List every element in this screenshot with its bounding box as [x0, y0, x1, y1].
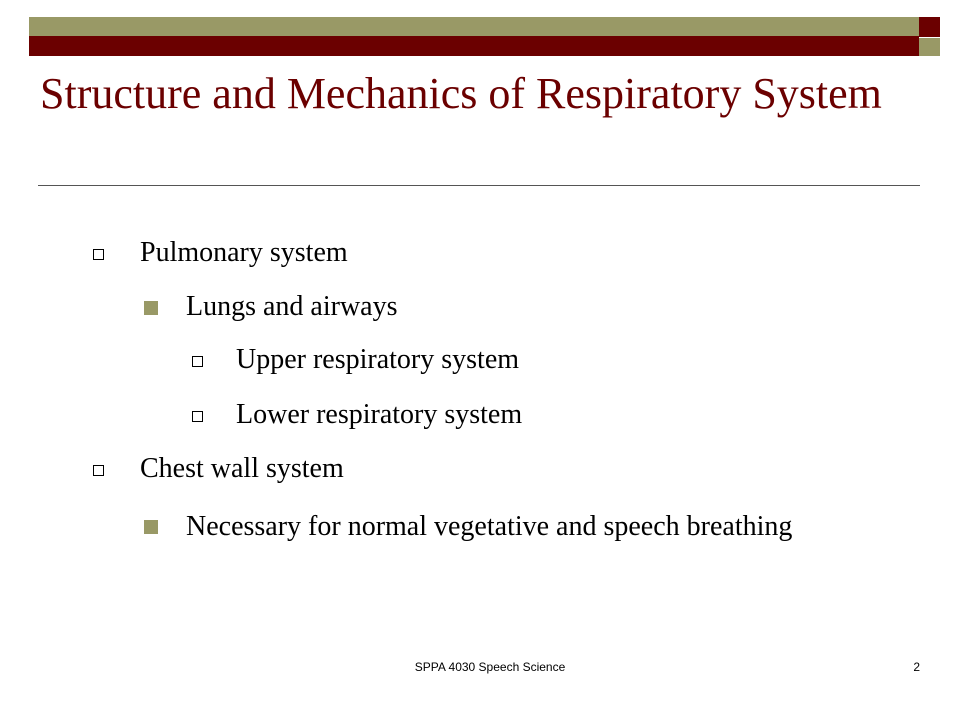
header-corner-dark-red	[919, 17, 940, 37]
hollow-square-bullet-icon	[93, 249, 104, 260]
bullet-item	[140, 236, 900, 270]
footer-page-number: 2	[913, 660, 920, 674]
bullet-text: Lower respiratory system	[236, 399, 523, 430]
bullet-text: Chest wall system	[140, 453, 344, 484]
footer-course: SPPA 4030 Speech Science	[414, 660, 566, 674]
bullet-text: Pulmonary system	[140, 237, 348, 268]
hollow-square-bullet-icon	[192, 411, 203, 422]
header-bar-dark-red	[29, 36, 919, 56]
hollow-square-bullet-icon	[93, 465, 104, 476]
slide-title: Structure and Mechanics of Respiratory System	[40, 69, 882, 118]
bullet-item	[236, 398, 900, 432]
bullet-item	[140, 452, 900, 486]
header-corner-olive	[919, 38, 940, 56]
filled-square-bullet-icon	[144, 301, 158, 315]
filled-square-bullet-icon	[144, 520, 158, 534]
title-divider	[38, 185, 920, 186]
hollow-square-bullet-icon	[192, 356, 203, 367]
bullet-text: Lungs and airways	[186, 291, 398, 322]
bullet-item	[186, 506, 876, 548]
bullet-text: Upper respiratory system	[236, 344, 520, 375]
bullet-text: Necessary for normal vegetative and speech breathing	[186, 511, 793, 542]
bullet-item	[186, 290, 900, 324]
header-bar-olive	[29, 17, 919, 36]
bullet-item	[236, 343, 900, 377]
